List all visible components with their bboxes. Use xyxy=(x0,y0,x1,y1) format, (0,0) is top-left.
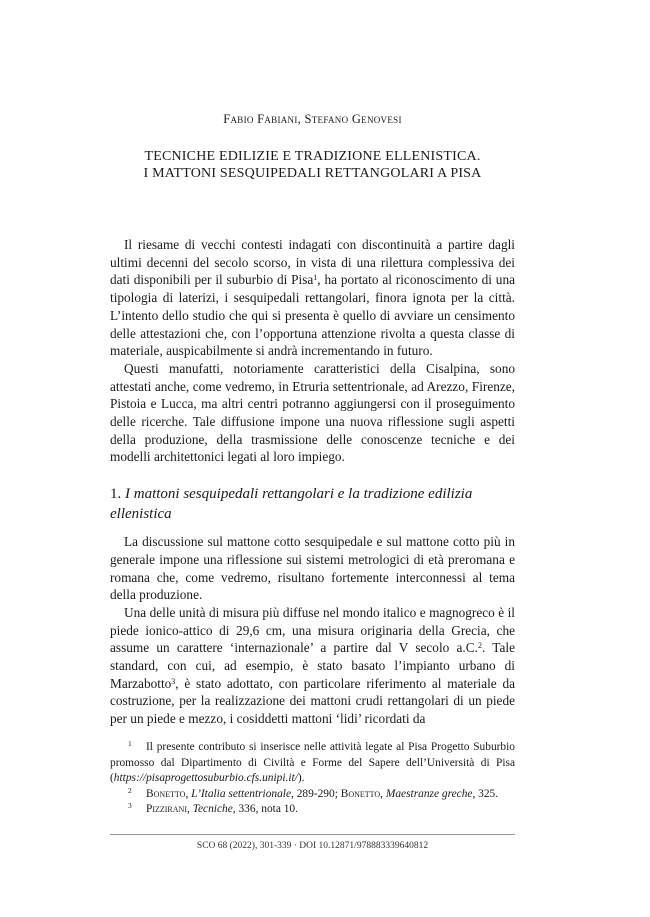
paragraph-1-text-a: Il riesame di vecchi contesti indagati con discontinuità a partire dagli ultimi decenni del secolo scorso, in vista di una rilettura complessiva dei dati disponibili per il suburbio di Pisa xyxy=(110,237,515,288)
footnote-2: 2 Bonetto, L’Italia settentrionale, 289-290; Bonetto, Maestranze greche, 325. xyxy=(128,785,499,800)
section-heading xyxy=(110,484,515,524)
article-body xyxy=(110,236,515,728)
footnote-2-pages-2: , 325. xyxy=(472,787,499,800)
paragraph-4-text-c: , è stato adottato, con particolare riferimento al materiale da costruzione, per la realizzazione dei mattoni crudi rettangolari di un piede per un piede e mezzo, i cosiddetti mattoni ‘lidi’ ricordati da xyxy=(110,675,515,727)
footnote-2-author-1: Bonetto xyxy=(146,787,186,800)
footnote-1-link[interactable]: https://pisaprogettosuburbio.cfs.unipi.it/ xyxy=(113,772,298,784)
page-footer: SCO 68 (2022), 301-339 · DOI 10.12871/978883339640812 xyxy=(196,841,429,851)
footnote-2-work-2: Maestranze greche xyxy=(385,787,473,800)
footnote-1: 1 Il presente contributo si inserisce nelle attività legate al Pisa Progetto Suburbio promosso dal Dipartimento di Civiltà e Forme del Sapere dell’Università di Pisa (https://pisaprogettosuburbio.cfs.unipi.it/). xyxy=(110,739,515,784)
footnote-3-work: Tecniche xyxy=(192,803,233,815)
footnote-1-end: ). xyxy=(297,772,305,784)
title-line-2: I MATTONI SESQUIPEDALI RETTANGOLARI A PISA xyxy=(143,166,482,181)
footnote-1-text: Il presente contributo si inserisce nelle attività legate al Pisa Progetto Suburbio promosso dal Dipartimento di Civiltà e Forme del Sapere dell’Università di Pisa ( xyxy=(110,741,515,784)
footnote-2-work-1: L’Italia settentrionale xyxy=(191,787,292,800)
article-authors: Fabio Fabiani, Stefano Genovesi xyxy=(223,112,402,126)
article-title xyxy=(110,148,515,182)
footnote-ref-3[interactable]: 3 xyxy=(171,676,176,686)
section-number: 1. xyxy=(110,486,122,503)
footnote-2-pages-1: , 289-290; xyxy=(291,787,341,800)
footer-rule xyxy=(110,834,515,835)
paragraph-3: La discussione sul mattone cotto sesquipedale e sul mattone cotto più in generale impone una riflessione sui sistemi metrologici di età preromana e romana che, come vedremo, risultano fortemente interconnessi al tema della produzione. xyxy=(110,534,515,603)
paragraph-4-text-a: Una delle unità di misura più diffuse nel mondo italico e magnogreco è il piede ionico-attico di 29,6 cm, una misura originaria della Grecia, che assume un carattere ‘internazionale’ a partire dal V secolo a.C. xyxy=(110,604,515,656)
paragraph-4 xyxy=(110,604,515,728)
footnote-2-author-2: Bonetto xyxy=(340,787,381,800)
footnote-3-author: Pizzirani xyxy=(146,803,187,815)
title-line-1: TECNICHE EDILIZIE E TRADIZIONE ELLENISTICA. xyxy=(144,149,481,164)
paragraph-1-text-b: , ha portato al riconoscimento di una tipologia di laterizi, i sesquipedali rettangolari, finora ignota per la città. L’intento dello studio che qui si presenta è quello di avviare un censimento delle attestazioni che, con l’opportuna attenzione rivolta a questa classe di materiale, auspicabilmente si andrà incrementando in futuro. xyxy=(110,272,515,359)
footnote-3: 3 Pizzirani, Tecniche, 336, nota 10. xyxy=(128,801,298,815)
paragraph-4-text-b: . Tale standard, con cui, ad esempio, è stato basato l’impianto urbano di Marzabotto xyxy=(110,640,515,691)
section-title: I mattoni sesquipedali rettangolari e la tradizione edilizia ellenistica xyxy=(110,486,473,523)
paragraph-2: Questi manufatti, notoriamente caratteristici della Cisalpina, sono attestati anche, come vedremo, in Etruria settentrionale, ad Arezzo, Firenze, Pistoia e Lucca, ma altri centri potranno aggiungersi con il proseguimento delle ricerche. Tale diffusione impone una nuova riflessione sugli aspetti della produzione, della trasmissione delle conoscenze tecniche e dei modelli architettonici legati al loro impiego. xyxy=(110,360,515,465)
footnote-ref-2[interactable]: 2 xyxy=(477,641,482,651)
footnote-3-pages: , 336, nota 10. xyxy=(232,803,298,815)
footnotes xyxy=(110,740,515,818)
footnote-ref-1[interactable]: 1 xyxy=(313,273,318,283)
paragraph-1 xyxy=(110,236,515,360)
